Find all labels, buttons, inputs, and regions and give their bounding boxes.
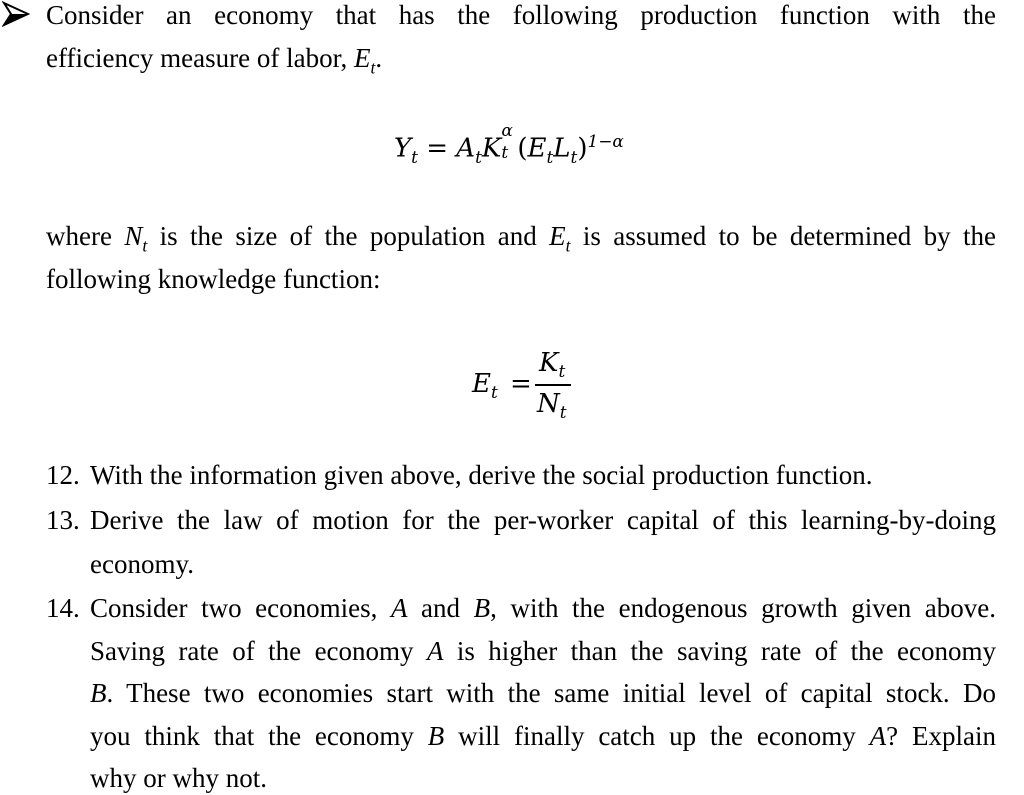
- question-12-text: With the information given above, derive the social production function.: [90, 460, 873, 490]
- where-line-1-c: is assumed to be determined by the: [570, 221, 996, 251]
- efficiency-subscript: t: [370, 57, 376, 78]
- q14-l4-a: you think that the economy: [90, 721, 428, 751]
- q14-l1-b: and: [407, 593, 474, 623]
- eq1-equals: =: [417, 133, 457, 164]
- q14-l4-economy-a: A: [869, 721, 887, 751]
- eq1-k-sup: α: [501, 120, 513, 141]
- eq1-k: K: [481, 133, 502, 164]
- question-13-number: 13.: [46, 505, 80, 535]
- question-12-number: 12.: [46, 460, 80, 490]
- knowledge-function-lhs: [472, 369, 498, 402]
- q14-l4-economy-b: B: [427, 721, 445, 751]
- q14-l1-economy-a: A: [390, 593, 408, 623]
- eq2-numerator: [539, 348, 565, 381]
- eq1-k-scripts: [501, 120, 517, 163]
- eq1-open-paren: (: [517, 133, 528, 164]
- question-14-number: 14.: [46, 593, 80, 623]
- efficiency-variable: E: [354, 43, 371, 73]
- population-subscript: t: [142, 235, 148, 256]
- where-line-1: [46, 221, 996, 256]
- eq2-e: E: [472, 369, 491, 399]
- q14-l1-economy-b: B: [473, 593, 491, 623]
- q14-l4-b: will finally catch up the economy: [444, 721, 870, 751]
- eq2-n-sub: t: [559, 402, 567, 423]
- population-variable: N: [124, 221, 143, 251]
- eq2-denominator: [537, 389, 567, 422]
- question-14-line-1: [90, 593, 996, 624]
- eq1-k-sub: t: [501, 142, 509, 163]
- q14-l1-c: , with the endogenous growth given above.: [490, 593, 997, 623]
- eq2-equals: =: [510, 369, 532, 399]
- eq2-n: N: [537, 389, 560, 419]
- efficiency-variable-2: E: [549, 221, 566, 251]
- q14-l1-a: Consider two economies,: [90, 593, 391, 623]
- efficiency-subscript-2: t: [565, 235, 571, 256]
- intro-line-2-text: efficiency measure of labor,: [46, 43, 355, 73]
- production-function-equation: [394, 120, 624, 167]
- where-line-2: following knowledge function:: [46, 264, 381, 294]
- question-14-line-4: [90, 721, 996, 752]
- where-line-1-a: where: [46, 221, 125, 251]
- eq2-e-sub: t: [490, 382, 498, 403]
- eq1-close-paren: ): [577, 133, 588, 164]
- fraction-bar: [535, 384, 571, 386]
- q14-l3-economy-b: B: [90, 678, 107, 708]
- eq2-k-sub: t: [558, 361, 566, 382]
- where-line-1-b: is the size of the population and: [147, 221, 550, 251]
- eq2-k: K: [539, 348, 559, 378]
- question-13-line-1: Derive the law of motion for the per-worker capital of this learning-by-doing: [90, 505, 996, 535]
- q14-l3-a: . These two economies start with the same initial level of capital stock. Do: [106, 678, 996, 708]
- question-14-line-5: why or why not.: [90, 763, 267, 793]
- question-14-line-3: [90, 678, 996, 709]
- arrow-bullet-icon: [2, 1, 30, 27]
- eq1-y: Y: [394, 133, 412, 164]
- q14-l2-economy-a: A: [426, 636, 444, 666]
- question-13-line-2: economy.: [90, 549, 194, 579]
- eq1-l: L: [553, 133, 571, 164]
- intro-line-2-end: .: [375, 43, 383, 73]
- eq1-y-sub: t: [411, 146, 418, 167]
- eq1-l-sub: t: [570, 146, 578, 167]
- eq1-exponent: 1−α: [587, 131, 624, 151]
- eq1-a-sub: t: [475, 146, 482, 167]
- eq1-e: E: [527, 133, 547, 164]
- q14-l2-b: is higher than the saving rate of the economy: [443, 636, 996, 666]
- eq1-a: A: [456, 133, 476, 164]
- q14-l4-c: ? Explain: [886, 721, 996, 751]
- question-14-line-2: [90, 636, 996, 667]
- eq1-e-sub: t: [546, 146, 554, 167]
- q14-l2-a: Saving rate of the economy: [90, 636, 427, 666]
- intro-line-1: Consider an economy that has the following production function with the: [46, 0, 996, 30]
- intro-line-2: [46, 43, 382, 78]
